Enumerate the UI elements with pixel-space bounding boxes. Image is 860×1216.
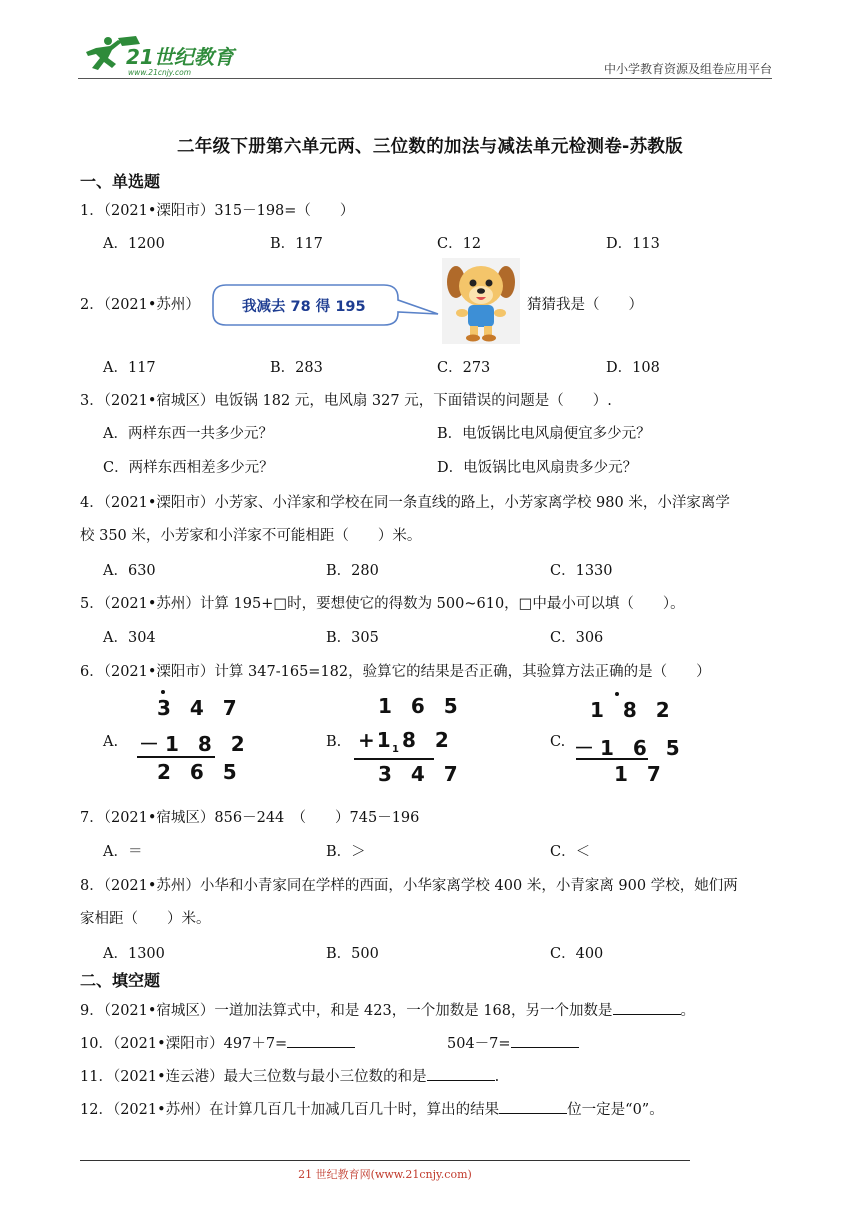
q3-option-a[interactable]: A．两样东西一共多少元？ — [103, 426, 273, 442]
q7-option-a[interactable]: A．＝ — [103, 844, 143, 860]
question-4-line-1: 4．（2021•溧阳市）小芳家、小洋家和学校在同一条直线的路上，小芳家离学校 980 米，小洋家离学 — [80, 495, 730, 511]
svg-text:21世纪教育: 21世纪教育 — [126, 45, 234, 69]
q2-option-c[interactable]: C．273 — [437, 360, 491, 376]
question-9 — [80, 999, 695, 1020]
q1-option-a[interactable]: A．1200 — [103, 236, 165, 252]
header-platform-text: 中小学教育资源及组卷应用平台 — [603, 62, 772, 76]
calc-c-row-2: －1 6 5 — [574, 736, 686, 760]
question-12 — [80, 1098, 664, 1119]
site-logo — [78, 34, 248, 78]
footer-text: 21 世纪教育网(www.21cnjy.com) — [298, 1168, 472, 1181]
footer-divider — [80, 1160, 690, 1161]
section-heading-fill-blank: 二、填空题 — [80, 971, 161, 990]
calc-c-rule — [576, 758, 648, 760]
question-12-text: 12．（2021•苏州）在计算几百几十加减几百几十时，算出的结果 — [80, 1102, 500, 1118]
question-10-a-text: 10．（2021•溧阳市）497＋7= — [80, 1036, 288, 1052]
q2-option-b[interactable]: B．283 — [270, 360, 323, 376]
calc-a-row-3: 2 6 5 — [157, 760, 243, 784]
question-11 — [80, 1065, 499, 1086]
question-10-part-b — [447, 1032, 579, 1053]
q8-option-b[interactable]: B．500 — [326, 946, 379, 962]
calc-a-rule — [137, 756, 215, 758]
question-2-suffix: 猜猜我是（ ） — [527, 297, 643, 313]
q5-option-b[interactable]: B．305 — [326, 630, 379, 646]
answer-blank[interactable] — [613, 1000, 681, 1015]
question-9-text: 9．（2021•宿城区）一道加法算式中，和是 423，一个加数是 168，另一个加数是 — [80, 1003, 613, 1019]
q1-option-c[interactable]: C．12 — [437, 236, 482, 252]
q4-option-a[interactable]: A．630 — [103, 563, 156, 579]
calc-a-row-2: －1 8 2 — [139, 732, 251, 756]
q6-option-b[interactable]: B. — [326, 734, 342, 750]
header-divider — [78, 78, 772, 79]
question-5-text: 5．（2021•苏州）计算 195+□时，要想使它的得数为 500~610，□中最小可以填（ ）。 — [80, 596, 685, 612]
question-12-end: 位一定是“0”。 — [567, 1102, 664, 1118]
q3-option-b[interactable]: B．电饭锅比电风扇便宜多少元？ — [437, 426, 651, 442]
q8-option-a[interactable]: A．1300 — [103, 946, 165, 962]
question-11-end: . — [494, 1069, 500, 1085]
q5-option-c[interactable]: C．306 — [550, 630, 604, 646]
borrow-dot — [161, 690, 165, 694]
q6-vertical-calc-b — [352, 688, 464, 788]
cartoon-dog-image — [442, 258, 520, 344]
calc-a-row-1: 3 4 7 — [157, 696, 243, 720]
calc-b-rule — [354, 758, 434, 760]
bubble-text: 我减去 78 得 195 — [242, 299, 366, 315]
q4-option-b[interactable]: B．280 — [326, 563, 379, 579]
question-4-line-2: 校 350 米，小芳家和小洋家不可能相距（ ）米。 — [80, 528, 422, 544]
runner-logo-icon — [78, 34, 248, 78]
question-6-text: 6．（2021•溧阳市）计算 347-165=182，验算它的结果是否正确，其验算方法正确的是（ ） — [80, 664, 711, 680]
q8-option-c[interactable]: C．400 — [550, 946, 604, 962]
q3-option-c[interactable]: C．两样东西相差多少元？ — [103, 460, 274, 476]
q5-option-a[interactable]: A．304 — [103, 630, 156, 646]
svg-text:www.21cnjy.com: www.21cnjy.com — [128, 68, 192, 77]
q1-option-b[interactable]: B．117 — [270, 236, 323, 252]
q6-option-a[interactable]: A. — [103, 734, 119, 750]
answer-blank[interactable] — [427, 1066, 495, 1081]
q6-vertical-calc-a — [135, 690, 251, 790]
answer-blank[interactable] — [511, 1033, 579, 1048]
q6-option-c[interactable]: C. — [550, 734, 566, 750]
q7-option-b[interactable]: B．＞ — [326, 844, 366, 860]
speech-bubble — [212, 284, 440, 326]
answer-blank[interactable] — [287, 1033, 355, 1048]
question-10-b-text: 504－7= — [447, 1036, 511, 1052]
answer-blank[interactable] — [499, 1099, 567, 1114]
calc-b-row-2-digits: 8 2 — [402, 728, 455, 752]
question-11-text: 11．（2021•连云港）最大三位数与最小三位数的和是 — [80, 1069, 427, 1085]
q1-option-d[interactable]: D．113 — [606, 236, 660, 252]
question-8-line-1: 8．（2021•苏州）小华和小青家同在学样的西面，小华家离学校 400 米，小青家离 900 学校，她们两 — [80, 878, 738, 894]
question-10-part-a — [80, 1032, 355, 1053]
calc-c-row-1: 1 8 2 — [590, 698, 676, 722]
calc-c-row-3: 1 7 — [614, 762, 667, 786]
q2-option-a[interactable]: A．117 — [103, 360, 156, 376]
q6-vertical-calc-c — [572, 690, 686, 790]
question-7-text: 7．（2021•宿城区）856－244 （ ）745－196 — [80, 810, 420, 826]
borrow-dot — [615, 692, 619, 696]
calc-b-row-1: 1 6 5 — [378, 694, 464, 718]
q2-option-d[interactable]: D．108 — [606, 360, 660, 376]
q3-option-d[interactable]: D．电饭锅比电风扇贵多少元？ — [437, 460, 638, 476]
page-title: 二年级下册第六单元两、三位数的加法与减法单元检测卷-苏教版 — [177, 137, 683, 157]
question-8-line-2: 家相距（ ）米。 — [80, 911, 211, 927]
question-2-prefix: 2．（2021•苏州） — [80, 297, 200, 313]
section-heading-single-choice: 一、单选题 — [80, 172, 161, 191]
calc-b-row-2-prefix: +1 — [358, 728, 393, 752]
carry-digit: 1 — [392, 744, 399, 755]
question-1-text: 1．（2021•溧阳市）315－198=（ ） — [80, 203, 355, 219]
q7-option-c[interactable]: C．＜ — [550, 844, 591, 860]
q4-option-c[interactable]: C．1330 — [550, 563, 613, 579]
question-9-end: 。 — [680, 1003, 695, 1019]
question-3-text: 3．（2021•宿城区）电饭锅 182 元，电风扇 327 元，下面错误的问题是（ ）. — [80, 393, 612, 409]
calc-b-row-3: 3 4 7 — [378, 762, 464, 786]
